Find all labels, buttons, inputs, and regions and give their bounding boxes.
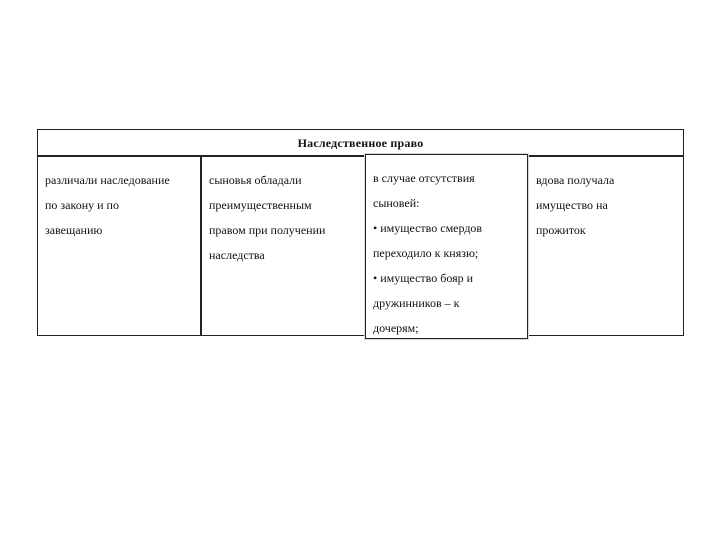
cell-text-line: правом при получении [209, 223, 326, 237]
cell-text-line: переходило к князю; [373, 246, 479, 260]
cell-text-line: различали наследование [45, 173, 170, 187]
cell-text-line: • имущество смердов [373, 221, 483, 235]
cell-text-line: прожиток [536, 223, 586, 237]
cell-text-line: в случае отсутствия [373, 171, 475, 185]
cell-text-line: завещанию [45, 223, 103, 237]
cell-text-line: по закону и по [45, 198, 119, 212]
cell-text-line: наследства [209, 248, 265, 262]
cell-text-line: сыновья обладали [209, 173, 302, 187]
cell-text-line: сыновей: [373, 196, 420, 210]
table-cell-no-sons [365, 154, 528, 339]
cell-text-line: дочерям; [373, 321, 419, 335]
cell-text-line: дружинников – к [373, 296, 460, 310]
cell-text-line: преимущественным [209, 198, 312, 212]
table-cell-sons-priority [201, 156, 365, 336]
table-title: Наследственное право [297, 136, 424, 150]
cell-text-line: вдова получала [536, 173, 615, 187]
table-header [37, 129, 684, 156]
cell-text-line: имущество на [536, 198, 608, 212]
table-cell-widow [528, 156, 684, 336]
cell-text-line: • имущество бояр и [373, 271, 474, 285]
table-cell-inheritance-types [37, 156, 201, 336]
